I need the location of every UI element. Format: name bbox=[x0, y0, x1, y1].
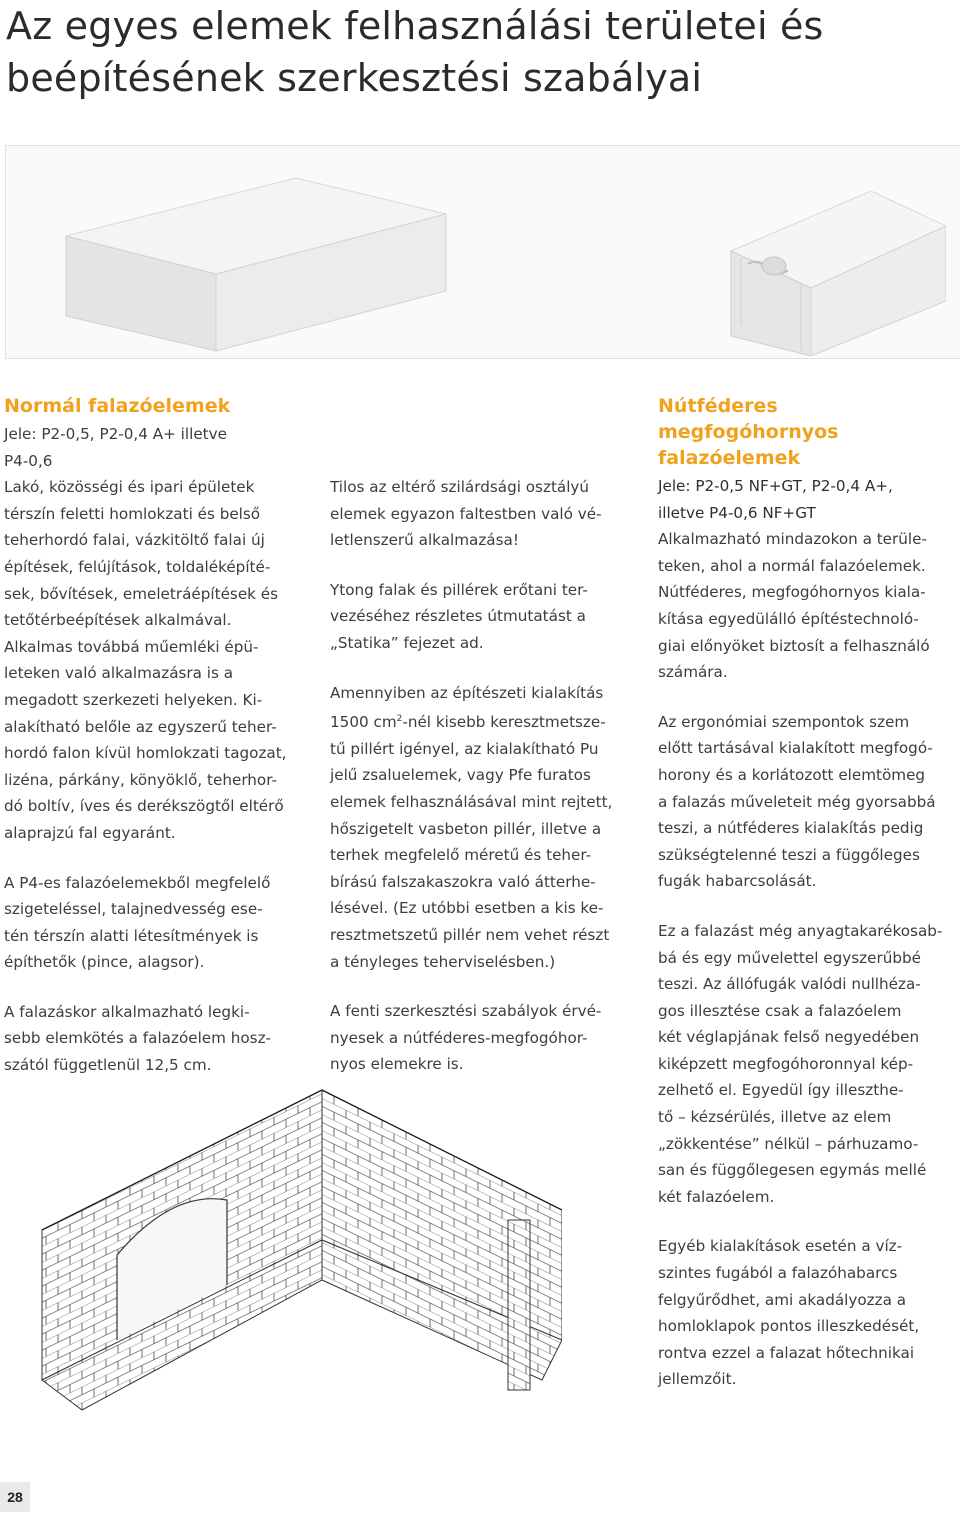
heading-line: falazóelemek bbox=[658, 447, 801, 469]
superscript: 2 bbox=[396, 714, 403, 725]
text-line: nyesek a nútféderes-megfogóhor- bbox=[330, 1028, 588, 1047]
text-line: tetőtérbeépítések alkalmával. bbox=[4, 611, 232, 630]
text-line: két falazóelem. bbox=[658, 1187, 775, 1206]
text-line: leteken való alkalmazásra is a bbox=[4, 664, 234, 683]
text-line: sek, bővítések, emeletráépítések és bbox=[4, 584, 279, 603]
text-line: szintes fugából a falazóhabarcs bbox=[658, 1264, 898, 1283]
text-line: számára. bbox=[658, 663, 728, 682]
text-line: A fenti szerkesztési szabályok érvé- bbox=[330, 1002, 602, 1021]
column-tongue-groove bbox=[658, 393, 956, 1416]
text-line: kiképzett megfogóhoronnyal kép- bbox=[658, 1054, 914, 1073]
paragraph bbox=[658, 526, 956, 686]
block-images bbox=[5, 145, 960, 359]
text-line: alaprajzú fal egyaránt. bbox=[4, 823, 176, 842]
text-line: teherhordó falai, vázkitöltő falai új bbox=[4, 531, 265, 550]
text-line: tű pillért igényel, az kialakítható Pu bbox=[330, 739, 599, 758]
text-line: horony és a korlátozott elemtömeg bbox=[658, 765, 926, 784]
designation-line: Jele: P2-0,5 NF+GT, P2-0,4 A+, bbox=[658, 477, 893, 495]
text-line: lizéna, párkány, könyöklő, teherhor- bbox=[4, 770, 277, 789]
text-line: nyos elemekre is. bbox=[330, 1055, 464, 1074]
text-line: Alkalmas továbbá műemléki épü- bbox=[4, 637, 259, 656]
title-line-1: Az egyes elemek felhasználási területei és bbox=[6, 4, 824, 48]
text-line: szától függetlenül 12,5 cm. bbox=[4, 1056, 212, 1075]
text-line: Nútféderes, megfogóhornyos kiala- bbox=[658, 583, 926, 602]
text-line: elemek felhasználásával mint rejtett, bbox=[330, 793, 613, 811]
text-line: Ytong falak és pillérek erőtani ter- bbox=[330, 580, 588, 599]
text-line: „zökkentése” nélkül – párhuzamo- bbox=[658, 1134, 919, 1153]
text-line: sebb elemkötés a falazóelem hosz- bbox=[4, 1029, 272, 1048]
text-line: teszi. Az állófugák valódi nullhéza- bbox=[658, 975, 921, 994]
text-line: jellemzőit. bbox=[658, 1370, 737, 1389]
title-line-2: beépítésének szerkesztési szabályai bbox=[6, 56, 703, 100]
page-number: 28 bbox=[0, 1482, 30, 1512]
text-line bbox=[330, 706, 628, 736]
designation-tongue-groove bbox=[658, 473, 956, 526]
heading-normal: Normál falazóelemek bbox=[4, 395, 231, 417]
text-line: felgyűrődhet, ami akadályozza a bbox=[658, 1290, 907, 1309]
paragraph bbox=[4, 474, 301, 846]
page-title bbox=[6, 0, 956, 104]
paragraph bbox=[330, 998, 628, 1078]
text-line: letlenszerű alkalmazása! bbox=[330, 531, 519, 550]
text-line: Lakó, közösségi és ipari épületek bbox=[4, 478, 255, 497]
text-line: vezéséhez részletes útmutatást a bbox=[330, 607, 586, 626]
text-fragment: 1500 cm bbox=[330, 713, 397, 732]
text-line: Tilos az eltérő szilárdsági osztályú bbox=[330, 478, 590, 496]
text-line: alakítható belőle az egyszerű teher- bbox=[4, 717, 277, 736]
text-line: tő – kézsérülés, illetve az elem bbox=[658, 1108, 892, 1127]
designation-line: Jele: P2-0,5, P2-0,4 A+ illetve bbox=[4, 425, 227, 443]
text-line: „Statika” fejezet ad. bbox=[330, 633, 484, 652]
column-normal bbox=[4, 393, 301, 1102]
text-line: teszi, a nútféderes kialakítás pedig bbox=[658, 819, 924, 838]
paragraph bbox=[330, 577, 628, 657]
text-line: homloklapok pontos illeszkedését, bbox=[658, 1317, 920, 1336]
text-line: megadott szerkezeti helyeken. Ki- bbox=[4, 690, 263, 709]
text-line: A P4-es falazóelemekből megfelelő bbox=[4, 873, 271, 892]
text-line: teken, ahol a normál falazóelemek. bbox=[658, 556, 926, 575]
text-line: terhek megfelelő méretű és teher- bbox=[330, 846, 592, 865]
text-line: két véglapjának felső negyedében bbox=[658, 1028, 920, 1047]
column-rules bbox=[330, 474, 628, 1101]
text-line: térszín feletti homlokzati és belső bbox=[4, 504, 261, 523]
text-fragment: -nél kisebb keresztmetsze- bbox=[402, 713, 606, 732]
text-line: jelű zsaluelemek, vagy Pfe furatos bbox=[330, 766, 591, 785]
text-line: rontva ezzel a falazat hőtechnikai bbox=[658, 1343, 915, 1362]
text-line: fugák habarcsolását. bbox=[658, 872, 817, 891]
designation-line: illetve P4-0,6 NF+GT bbox=[658, 503, 816, 522]
text-line: dó boltív, íves és derékszögtől eltérő bbox=[4, 797, 284, 816]
masonry-drawing bbox=[22, 1080, 562, 1440]
text-line: építhetők (pince, alagsor). bbox=[4, 953, 205, 972]
text-line: kítása egyedülálló építéstechnoló- bbox=[658, 609, 919, 628]
heading-tongue-groove bbox=[658, 393, 956, 471]
text-line: bírású falszakaszokra való átterhe- bbox=[330, 872, 596, 891]
paragraph bbox=[330, 680, 628, 976]
text-line: A falazáskor alkalmazható legki- bbox=[4, 1002, 250, 1021]
text-line: gos illesztése csak a falazóelem bbox=[658, 1001, 902, 1020]
heading-line: Nútféderes megfogóhornyos bbox=[658, 395, 839, 443]
paragraph bbox=[4, 870, 301, 976]
text-line: hőszigetelt vasbeton pillér, illetve a bbox=[330, 819, 602, 838]
text-line: szigeteléssel, talajnedvesség ese- bbox=[4, 900, 263, 919]
text-line: lésével. (Ez utóbbi esetben a kis ke- bbox=[330, 899, 604, 918]
designation-normal bbox=[4, 421, 301, 474]
text-line: Ez a falazást még anyagtakarékosab- bbox=[658, 921, 943, 940]
text-line: Amennyiben az építészeti kialakítás bbox=[330, 683, 604, 702]
text-line: Alkalmazható mindazokon a terüle- bbox=[658, 530, 927, 549]
text-line: elemek egyazon faltestben való vé- bbox=[330, 504, 602, 523]
paragraph bbox=[330, 474, 628, 554]
text-line: resztmetszetű pillér nem vehet részt bbox=[330, 925, 610, 944]
paragraph bbox=[658, 709, 956, 895]
tongue-groove-block-image bbox=[526, 166, 946, 356]
paragraph bbox=[658, 1233, 956, 1393]
paragraph bbox=[4, 999, 301, 1079]
text-line: építések, felújítások, toldaléképíté- bbox=[4, 557, 271, 576]
text-line: bá és egy művelettel egyszerűbbé bbox=[658, 948, 921, 967]
text-line: előtt tartásával kialakított megfogó- bbox=[658, 739, 933, 758]
text-line: zelhető el. Egyedül így illeszthe- bbox=[658, 1081, 904, 1100]
text-line: szükségtelenné teszi a függőleges bbox=[658, 845, 920, 864]
text-line: tén térszín alatti létesítmények is bbox=[4, 926, 259, 945]
designation-line: P4-0,6 bbox=[4, 451, 53, 470]
text-line: hordó falon kívül homlokzati tagozat, bbox=[4, 744, 287, 763]
text-line: Egyéb kialakítások esetén a víz- bbox=[658, 1237, 903, 1256]
paragraph bbox=[658, 918, 956, 1211]
text-line: a falazás műveleteit még gyorsabbá bbox=[658, 792, 936, 811]
plain-block-image bbox=[46, 166, 466, 356]
text-line: giai előnyöket biztosít a felhasználó bbox=[658, 636, 930, 655]
text-line: san és függőlegesen egymás mellé bbox=[658, 1161, 927, 1180]
text-line: Az ergonómiai szempontok szem bbox=[658, 712, 910, 731]
text-line: a tényleges teherviselésben.) bbox=[330, 952, 556, 971]
